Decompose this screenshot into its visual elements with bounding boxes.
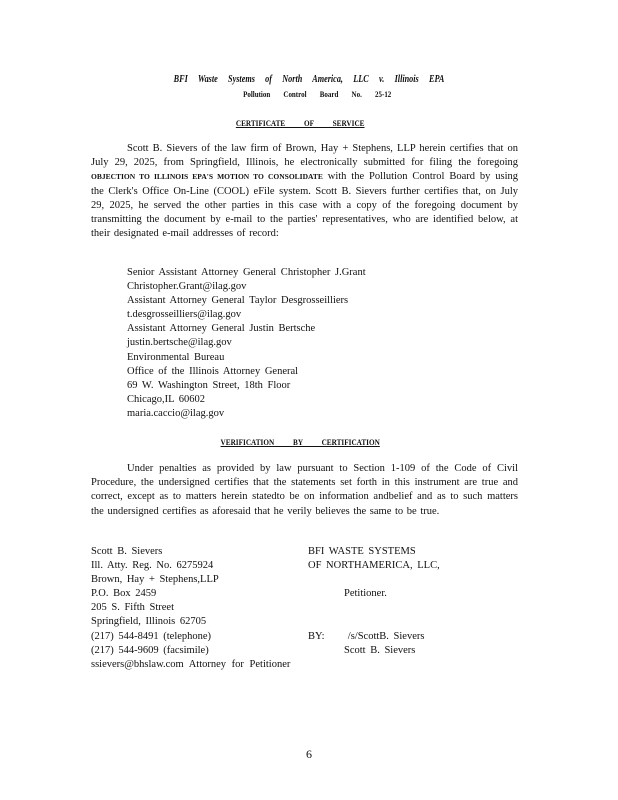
- certificate-text-part2: with the Pollution Control Board by using the Clerk's Office On-Line (COOL) eFile system. Scott B. Sievers further certifies that, on July 29, 2025, he served the other parties in this case with a copy of the foregoing document by transmitting the document by e-mail to the parties' representatives, who are identified below, at their designated e-mail addresses of record:: [91, 171, 518, 240]
- attorney-line: Scott B. Sievers: [91, 546, 163, 557]
- service-list-line: Environmental Bureau: [127, 351, 225, 363]
- party-name-line: OF NORTHAMERICA, LLC,: [308, 560, 440, 572]
- attorney-line: Ill. Atty. Reg. No. 6275924: [91, 560, 214, 572]
- attorney-line: ssievers@bhslaw.com Attorney for Petitioner: [91, 658, 291, 670]
- page-number: 6: [306, 747, 312, 761]
- service-list-line: Assistant Attorney General Justin Bertsche: [127, 323, 316, 335]
- attorney-line: (217) 544-8491 (telephone): [91, 630, 212, 642]
- service-list-line: Office of the Illinois Attorney General: [127, 365, 299, 377]
- attorney-line: Brown, Hay + Stephens,LLP: [91, 574, 219, 586]
- case-caption-docket: Pollution Control Board No. 25-12: [243, 89, 392, 99]
- motion-title: OBJECTION TO ILLINOIS EPA'S MOTION TO CONSOLIDATE: [91, 172, 323, 182]
- service-list-line: Chicago,IL 60602: [127, 393, 206, 405]
- certificate-text-part1: Scott B. Sievers of the law firm of Brown, Hay + Stephens, LLP herein certifies that on July 29, 2025, from Springfield, Illinois, he electronically submitted for filing the foregoing: [91, 143, 518, 169]
- party-name-line: BFI WASTE SYSTEMS: [308, 546, 416, 557]
- by-label: BY:: [308, 630, 325, 642]
- attorney-line: 205 S. Fifth Street: [91, 602, 175, 614]
- verification-paragraph: [91, 462, 518, 519]
- service-list-line: t.desgrosseilliers@ilag.gov: [127, 309, 242, 321]
- verification-heading: VERIFICATION BY CERTIFICATION: [220, 437, 381, 447]
- certificate-paragraph: [91, 142, 518, 241]
- service-list-line: Assistant Attorney General Taylor Desgrosseilliers: [127, 295, 349, 307]
- case-caption-parties: BFI Waste Systems of North America, LLC v. Illinois EPA: [173, 74, 445, 85]
- verification-text: Under penalties as provided by law pursuant to Section 1-109 of the Code of Civil Procedure, the undersigned certifies that the statements set forth in this instrument are true and correct, except as to matters herein statedto be on information andbelief and as to such matters the undersigned certifies as aforesaid that he verily believes the same to be true.: [91, 463, 518, 517]
- certificate-heading: CERTIFICATE OF SERVICE: [236, 118, 365, 128]
- attorney-signature-block: [91, 545, 290, 672]
- party-signature-block: [308, 545, 528, 658]
- service-list-line: Christopher.Grant@ilag.gov: [127, 281, 247, 293]
- attorney-line: Springfield, Illinois 62705: [91, 616, 207, 628]
- electronic-signature: /s/ScottB. Sievers: [347, 630, 425, 642]
- service-list-line: Senior Assistant Attorney General Christopher J.Grant: [127, 267, 366, 278]
- service-list-line: justin.bertsche@ilag.gov: [127, 337, 232, 349]
- service-list: [127, 266, 366, 421]
- service-list-line: 69 W. Washington Street, 18th Floor: [127, 379, 291, 391]
- attorney-line: P.O. Box 2459: [91, 588, 157, 600]
- printed-name: Scott B. Sievers: [344, 644, 416, 656]
- signature-line: [308, 630, 528, 644]
- party-role: Petitioner.: [344, 588, 387, 600]
- attorney-line: (217) 544-9609 (facsimile): [91, 644, 209, 656]
- service-list-line: maria.caccio@ilag.gov: [127, 407, 225, 419]
